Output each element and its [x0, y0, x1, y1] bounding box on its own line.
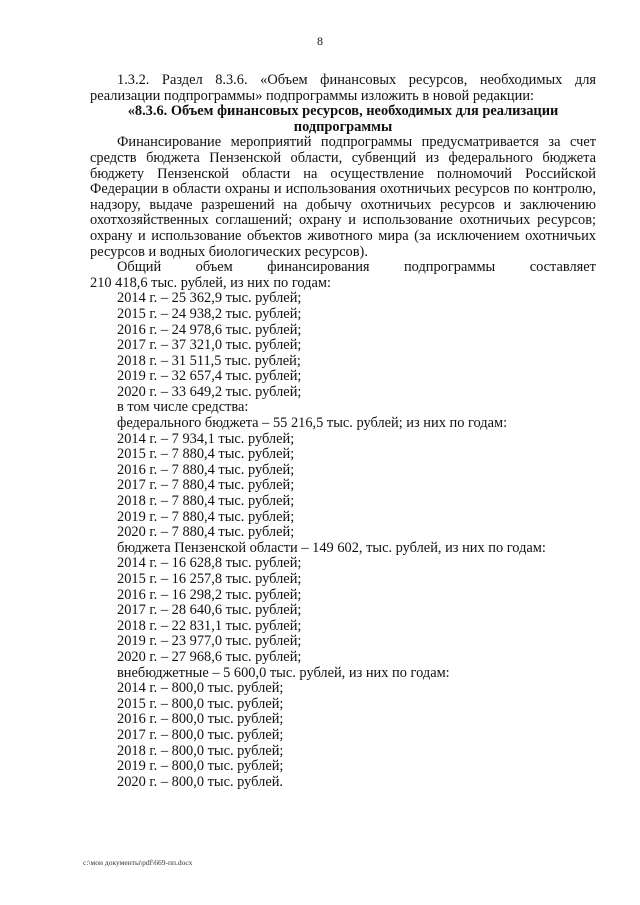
extrabudget-year-line: 2019 г. – 800,0 тыс. рублей; — [117, 758, 284, 775]
total-year-line: 2016 г. – 24 978,6 тыс. рублей; — [117, 321, 302, 338]
federal-year-line: 2016 г. – 7 880,4 тыс. рублей; — [117, 461, 295, 478]
regional-year-line: 2016 г. – 16 298,2 тыс. рублей; — [117, 586, 302, 603]
federal-budget-title: федерального бюджета – 55 216,5 тыс. рублей; из них по годам: — [117, 415, 508, 432]
regional-year-line: 2015 г. – 16 257,8 тыс. рублей; — [117, 571, 302, 587]
regional-year-line: 2019 г. – 23 977,0 тыс. рублей; — [117, 633, 302, 650]
including-label: в том числе средства: — [117, 399, 249, 416]
extrabudget-year-line: 2017 г. – 800,0 тыс. рублей; — [117, 726, 284, 743]
total-financing-line — [90, 260, 596, 276]
word: финансирования — [267, 259, 370, 276]
regional-year-line: 2017 г. – 28 640,6 тыс. рублей; — [117, 602, 302, 619]
word: составляет — [529, 259, 596, 276]
financing-paragraph: Финансирование мероприятий подпрограммы предусматривается за счет средств бюджета Пензенской области, субвенций из федерального бюджета бюджету Пензенской области на осуществление полномочий Российской Федерации в области охраны и использования охотничьих ресурсов по контролю, надзору, выдаче разрешений на добычу охотничьих ресурсов и заключению охотхозяйственных соглашений; охрану и использование охотничьих ресурсов; охрану и использование объектов животного мира (за исключением охотничьих ресурсов и водных биологических ресурсов). — [90, 134, 596, 260]
section-heading: «8.3.6. Объем финансовых ресурсов, необходимых для реализации подпрограммы — [127, 103, 559, 135]
word: объем — [195, 259, 233, 276]
extrabudget-year-line: 2018 г. – 800,0 тыс. рублей; — [117, 742, 284, 759]
extrabudget-year-line: 2016 г. – 800,0 тыс. рублей; — [117, 711, 284, 728]
footer-file-path: c:\мои документы\pdf\669-пп.docx — [83, 858, 193, 867]
federal-year-line: 2017 г. – 7 880,4 тыс. рублей; — [117, 477, 295, 494]
total-year-line: 2017 г. – 37 321,0 тыс. рублей; — [117, 337, 302, 354]
total-year-line: 2018 г. – 31 511,5 тыс. рублей; — [117, 352, 301, 369]
federal-year-line: 2020 г. – 7 880,4 тыс. рублей; — [117, 524, 295, 541]
total-year-line: 2014 г. – 25 362,9 тыс. рублей; — [117, 290, 302, 307]
extrabudget-title: внебюджетные – 5 600,0 тыс. рублей, из них по годам: — [117, 664, 450, 681]
extrabudget-year-line: 2014 г. – 800,0 тыс. рублей; — [117, 680, 284, 697]
word: Общий — [117, 259, 162, 276]
federal-year-line: 2019 г. – 7 880,4 тыс. рублей; — [117, 508, 295, 525]
regional-year-line: 2020 г. – 27 968,6 тыс. рублей; — [117, 648, 302, 665]
word: подпрограммы — [403, 259, 496, 276]
extrabudget-year-line: 2020 г. – 800,0 тыс. рублей. — [117, 773, 284, 790]
document-body — [90, 73, 596, 790]
regional-budget-title: бюджета Пензенской области – 149 602, тыс. рублей, из них по годам: — [117, 539, 546, 556]
federal-year-line: 2018 г. – 7 880,4 тыс. рублей; — [117, 493, 295, 510]
federal-year-line: 2014 г. – 7 934,1 тыс. рублей; — [117, 430, 295, 447]
total-year-line: 2020 г. – 33 649,2 тыс. рублей; — [117, 383, 302, 400]
total-year-line: 2015 г. – 24 938,2 тыс. рублей; — [117, 305, 302, 322]
regional-year-line: 2018 г. – 22 831,1 тыс. рублей; — [117, 617, 302, 634]
extrabudget-year-line: 2015 г. – 800,0 тыс. рублей; — [117, 695, 284, 712]
intro-paragraph: 1.3.2. Раздел 8.3.6. «Объем финансовых ресурсов, необходимых для реализации подпрограммы» подпрограммы изложить в новой редакции: — [90, 72, 596, 104]
total-year-line: 2019 г. – 32 657,4 тыс. рублей; — [117, 368, 302, 385]
page-number: 8 — [317, 34, 323, 48]
regional-year-line: 2014 г. – 16 628,8 тыс. рублей; — [117, 555, 302, 572]
total-financing-amount: 210 418,6 тыс. рублей, из них по годам: — [90, 274, 331, 291]
federal-year-line: 2015 г. – 7 880,4 тыс. рублей; — [117, 446, 295, 463]
